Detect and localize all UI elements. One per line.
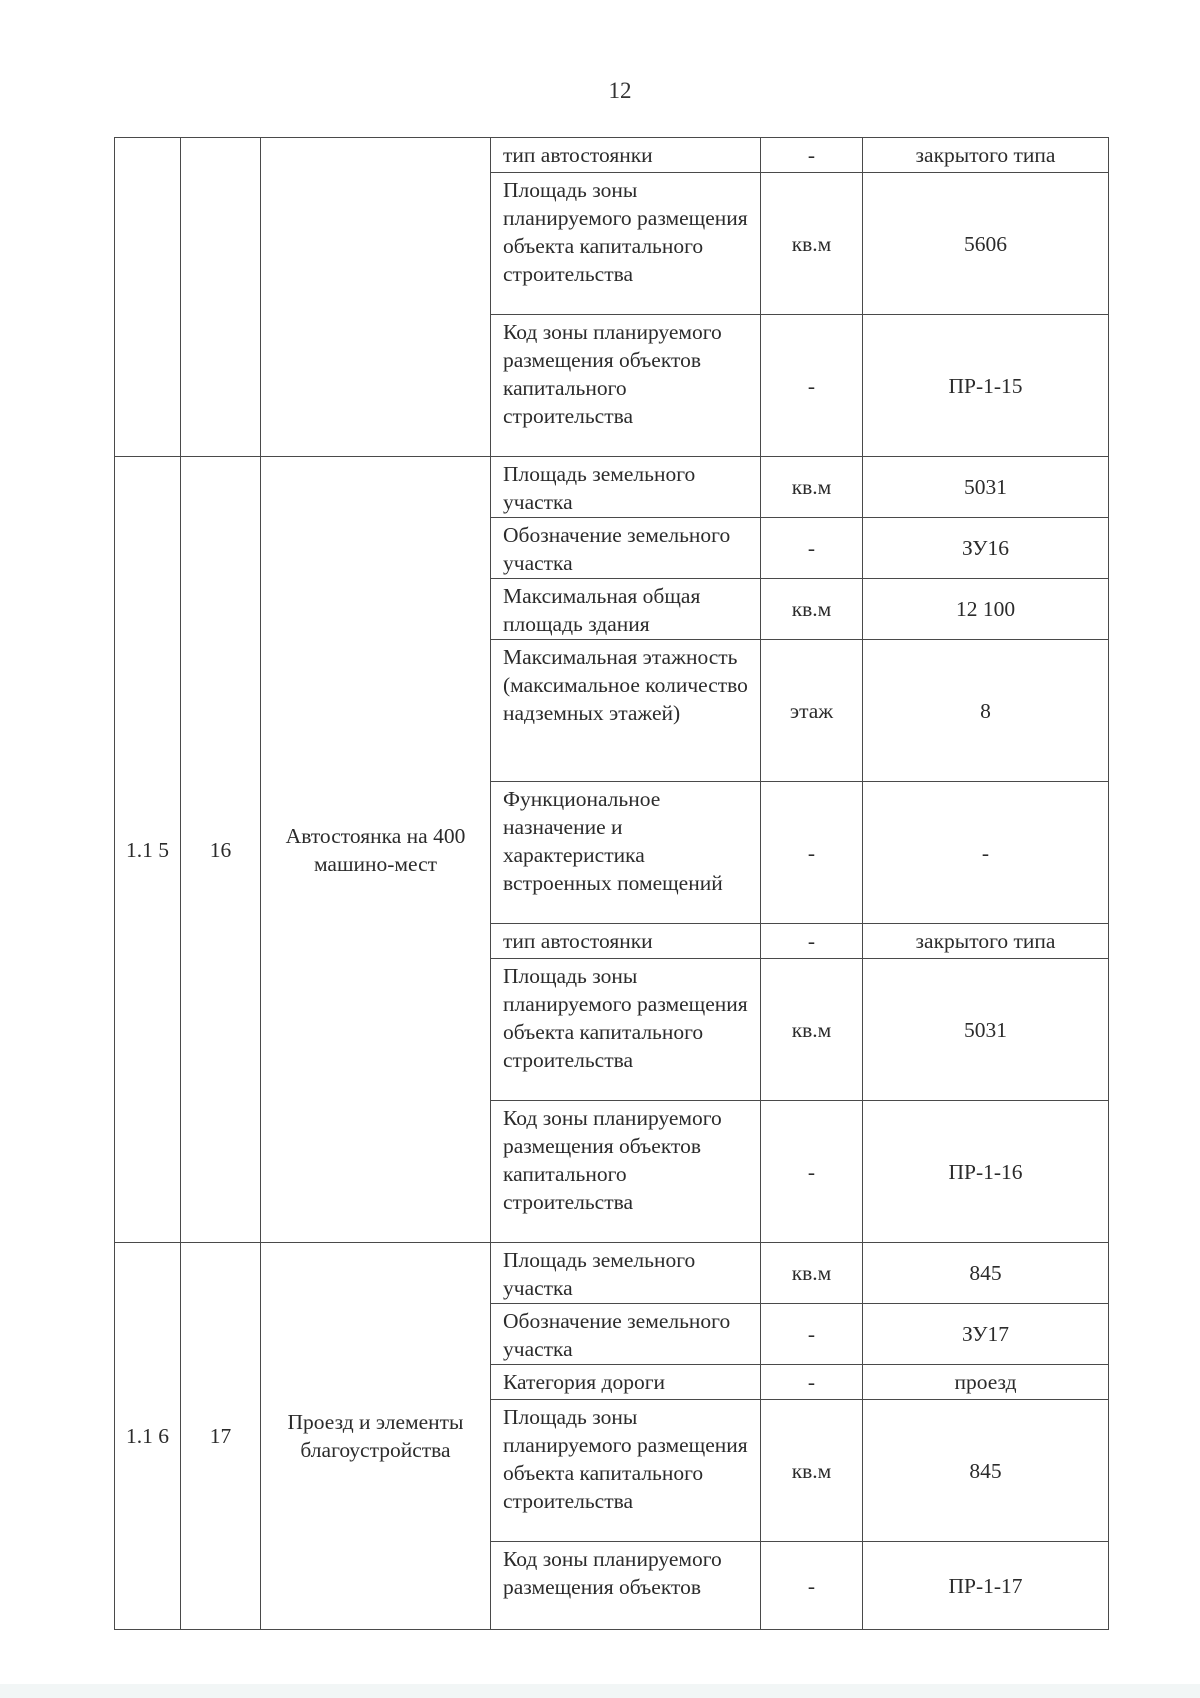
row-number-cell: 1.1 5 (115, 457, 181, 1243)
unit-cell: кв.м (761, 1400, 863, 1542)
scan-edge (0, 1684, 1200, 1698)
unit-cell: кв.м (761, 457, 863, 518)
item-index-cell: 17 (181, 1243, 261, 1630)
parameter-cell: Площадь зоны планируемого размещения объекта капитального строительства (491, 173, 761, 315)
unit-cell: кв.м (761, 173, 863, 315)
parameters-table (114, 137, 1109, 1630)
parameter-cell: тип автостоянки (491, 924, 761, 959)
parameter-cell: Категория дороги (491, 1365, 761, 1400)
unit-cell: кв.м (761, 1243, 863, 1304)
value-cell: ПР-1-17 (863, 1542, 1109, 1630)
unit-cell: - (761, 138, 863, 173)
table-row (115, 138, 1109, 173)
value-cell: ПР-1-15 (863, 315, 1109, 457)
value-cell: ПР-1-16 (863, 1101, 1109, 1243)
unit-cell: - (761, 315, 863, 457)
object-name-cell: Автостоянка на 400 машино-мест (261, 457, 491, 1243)
parameter-cell: Площадь зоны планируемого размещения объекта капитального строительства (491, 959, 761, 1101)
value-cell: - (863, 782, 1109, 924)
table-row (115, 457, 1109, 518)
value-cell: 8 (863, 640, 1109, 782)
parameter-cell: Обозначение земельного участка (491, 1304, 761, 1365)
parameter-cell: Код зоны планируемого размещения объектов капитального строительства (491, 1101, 761, 1243)
value-cell: ЗУ17 (863, 1304, 1109, 1365)
unit-cell: - (761, 518, 863, 579)
item-index-cell: 16 (181, 457, 261, 1243)
value-cell: закрытого типа (863, 924, 1109, 959)
value-cell: закрытого типа (863, 138, 1109, 173)
parameter-cell: тип автостоянки (491, 138, 761, 173)
parameter-cell: Функциональное назначение и характеристика встроенных помещений (491, 782, 761, 924)
object-name-cell (261, 138, 491, 457)
unit-cell: - (761, 1101, 863, 1243)
parameter-cell: Площадь земельного участка (491, 457, 761, 518)
item-index-cell (181, 138, 261, 457)
parameter-cell: Код зоны планируемого размещения объектов (491, 1542, 761, 1630)
parameter-cell: Площадь земельного участка (491, 1243, 761, 1304)
row-number-cell (115, 138, 181, 457)
unit-cell: - (761, 924, 863, 959)
value-cell: 5606 (863, 173, 1109, 315)
table-row (115, 1243, 1109, 1304)
value-cell: 845 (863, 1400, 1109, 1542)
unit-cell: этаж (761, 640, 863, 782)
value-cell: ЗУ16 (863, 518, 1109, 579)
unit-cell: - (761, 1542, 863, 1630)
row-number-cell: 1.1 6 (115, 1243, 181, 1630)
parameter-cell: Максимальная общая площадь здания (491, 579, 761, 640)
parameter-cell: Код зоны планируемого размещения объектов капитального строительства (491, 315, 761, 457)
value-cell: 12 100 (863, 579, 1109, 640)
unit-cell: кв.м (761, 959, 863, 1101)
unit-cell: - (761, 1365, 863, 1400)
parameter-cell: Обозначение земельного участка (491, 518, 761, 579)
value-cell: проезд (863, 1365, 1109, 1400)
value-cell: 5031 (863, 457, 1109, 518)
unit-cell: - (761, 1304, 863, 1365)
value-cell: 5031 (863, 959, 1109, 1101)
parameter-cell: Площадь зоны планируемого размещения объекта капитального строительства (491, 1400, 761, 1542)
object-name-cell: Проезд и элементы благоустройства (261, 1243, 491, 1630)
parameter-cell: Максимальная этажность (максимальное количество надземных этажей) (491, 640, 761, 782)
unit-cell: кв.м (761, 579, 863, 640)
page-number: 12 (608, 78, 632, 103)
unit-cell: - (761, 782, 863, 924)
value-cell: 845 (863, 1243, 1109, 1304)
